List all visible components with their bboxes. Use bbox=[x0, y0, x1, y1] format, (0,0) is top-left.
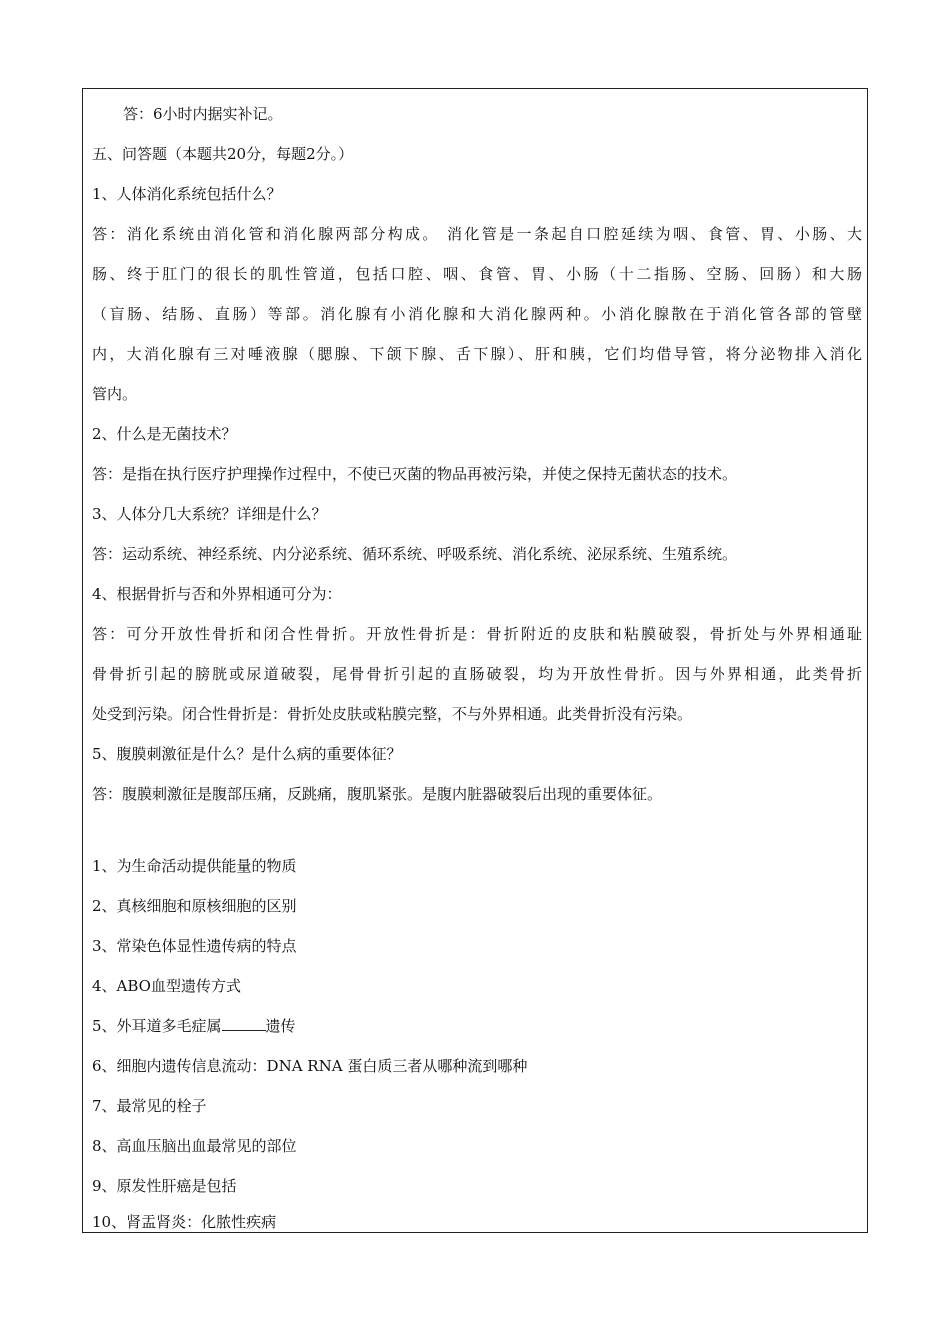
answer-4-line-3: 处受到污染。闭合性骨折是：骨折处皮肤或粘膜完整，不与外界相通。此类骨折没有污染。 bbox=[92, 705, 693, 723]
list-item: 9、原发性肝癌是包括 bbox=[92, 1177, 237, 1195]
answer-1-line-3: （盲肠、结肠、直肠）等部。消化腺有小消化腺和大消化腺两种。小消化腺散在于消化管各部的管壁 bbox=[92, 305, 862, 323]
question-2: 2、什么是无菌技术？ bbox=[92, 425, 237, 443]
list-item-text: 遗传 bbox=[265, 1017, 296, 1035]
answer-1-line-4: 内，大消化腺有三对唾液腺（腮腺、下颌下腺、舌下腺）、肝和胰，它们均借导管，将分泌物排入消化 bbox=[92, 345, 862, 363]
answer-4-line-2: 骨骨折引起的膀胱或尿道破裂，尾骨骨折引起的直肠破裂，均为开放性骨折。因与外界相通，此类骨折 bbox=[92, 665, 862, 683]
question-5: 5、腹膜刺激征是什么？是什么病的重要体征？ bbox=[92, 745, 402, 763]
answer-5: 答：腹膜刺激征是腹部压痛，反跳痛，腹肌紧张。是腹内脏器破裂后出现的重要体征。 bbox=[92, 785, 663, 803]
list-item-text: 5、外耳道多毛症属 bbox=[92, 1017, 222, 1035]
section-heading: 五、问答题（本题共20分，每题2分。） bbox=[92, 145, 354, 163]
question-1: 1、人体消化系统包括什么？ bbox=[92, 185, 282, 203]
answer-1-line-5: 管内。 bbox=[92, 385, 138, 403]
list-item: 3、常染色体显性遗传病的特点 bbox=[92, 937, 297, 955]
answer-line: 答：6小时内据实补记。 bbox=[123, 105, 283, 123]
question-3: 3、人体分几大系统？详细是什么？ bbox=[92, 505, 327, 523]
list-item: 10、肾盂肾炎：化脓性疾病 bbox=[92, 1213, 277, 1231]
answer-1-line-2: 肠、终于肛门的很长的肌性管道，包括口腔、咽、食管、胃、小肠（十二指肠、空肠、回肠）和大肠 bbox=[92, 265, 862, 283]
answer-4-line-1: 答：可分开放性骨折和闭合性骨折。开放性骨折是：骨折附近的皮肤和粘膜破裂，骨折处与外界相通耻 bbox=[92, 625, 862, 643]
list-item: 8、高血压脑出血最常见的部位 bbox=[92, 1137, 297, 1155]
answer-3: 答：运动系统、神经系统、内分泌系统、循环系统、呼吸系统、消化系统、泌尿系统、生殖系统。 bbox=[92, 545, 738, 563]
list-item: 4、ABO血型遗传方式 bbox=[92, 977, 241, 995]
list-item: 6、细胞内遗传信息流动：DNA RNA 蛋白质三者从哪种流到哪种 bbox=[92, 1057, 528, 1075]
answer-1-line-1: 答：消化系统由消化管和消化腺两部分构成。 消化管是一条起自口腔延续为咽、食管、胃、小肠、大 bbox=[92, 225, 862, 243]
answer-2: 答：是指在执行医疗护理操作过程中，不使已灭菌的物品再被污染，并使之保持无菌状态的技术。 bbox=[92, 465, 738, 483]
fill-in-blank bbox=[222, 1016, 266, 1031]
question-4: 4、根据骨折与否和外界相通可分为： bbox=[92, 585, 342, 603]
list-item bbox=[92, 1016, 862, 1036]
list-item: 1、为生命活动提供能量的物质 bbox=[92, 857, 297, 875]
list-item: 2、真核细胞和原核细胞的区别 bbox=[92, 897, 297, 915]
list-item: 7、最常见的栓子 bbox=[92, 1097, 207, 1115]
